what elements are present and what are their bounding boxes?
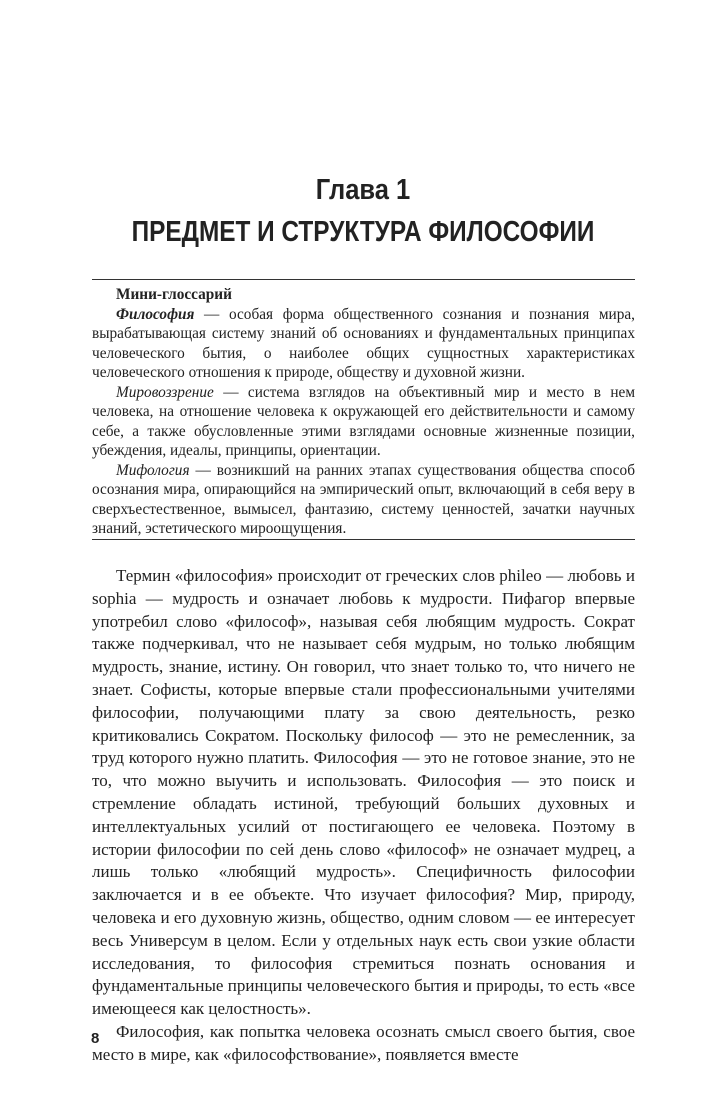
glossary-heading: Мини-глоссарий [116, 286, 232, 303]
chapter-title: ПРЕДМЕТ И СТРУКТУРА ФИЛОСОФИИ [131, 216, 595, 248]
glossary-definition: — особая форма общественного сознания и познания мира, вырабатывающая систему знаний об основаниях и фундаментальных принципах человеческого бытия, о наиболее общих сущностных характеристиках человеческого отношения к природе, обществу и духовной жизни. [92, 305, 635, 381]
glossary-definition: — система взглядов на объективный мир и место в нем человека, на отношение человека к окружающей его действительности и самому себе, а также обусловленные этими взглядами основные жизненные позиции, убеждения, идеалы, принципы, ориентации. [92, 383, 635, 459]
glossary-top-rule [92, 279, 635, 280]
glossary-term: Мифология [116, 461, 190, 479]
body-text [92, 565, 635, 1067]
glossary-box [92, 285, 635, 539]
body-paragraph: Философия, как попытка человека осознать смысл своего бытия, свое место в мире, как «философствование», появляется вместе [92, 1021, 635, 1064]
glossary-entry [92, 305, 635, 383]
glossary-bottom-rule [92, 539, 635, 540]
body-paragraph: Термин «философия» происходит от греческих слов phileo — любовь и sophia — мудрость и означает любовь к мудрости. Пифагор впервые употребил слово «философ», называя себя любящим мудрость. Сократ также подчеркивал, что не называет себя мудрым, но только любящим мудрость, знание, истину. Он говорил, что знает только то, что ничего не знает. Софисты, которые впервые стали профессиональными учителями философии, получающими плату за свою деятельность, резко критиковались Сократом. Поскольку философ — это не ремесленник, за труд которого нужно платить. Философия — это не готовое знание, это не то, что можно выучить и использовать. Философия — это поиск и стремление обладать истиной, требующий больших духовных и интеллектуальных усилий от постигающего ее человека. Поэтому в истории философии по сей день слово «философ» не означает мудрец, а лишь только «любящий мудрость». Специфичность философии заключается и в ее объекте. Что изучает философия? Мир, природу, человека и его духовную жизнь, общество, одним словом — ее интересует весь Универсум в целом. Если у отдельных наук есть свои узкие области исследования, то философия стремиться познать основания и фундаментальные принципы человеческого бытия и природы, то есть «все имеющееся как целостность». [92, 566, 635, 1019]
glossary-term: Философия [116, 305, 195, 323]
glossary-entry [92, 383, 635, 461]
chapter-number: Глава 1 [315, 174, 411, 206]
glossary-entry [92, 461, 635, 539]
page-number: 8 [91, 1030, 100, 1047]
glossary-term: Мировоззрение [116, 383, 214, 401]
glossary-definition: — возникший на ранних этапах существования общества способ осознания мира, опирающийся на эмпирический опыт, включающий в себя веру в сверхъестественное, вымысел, фантазию, систему ценностей, зачатки научных знаний, эстетического мироощущения. [92, 461, 635, 537]
